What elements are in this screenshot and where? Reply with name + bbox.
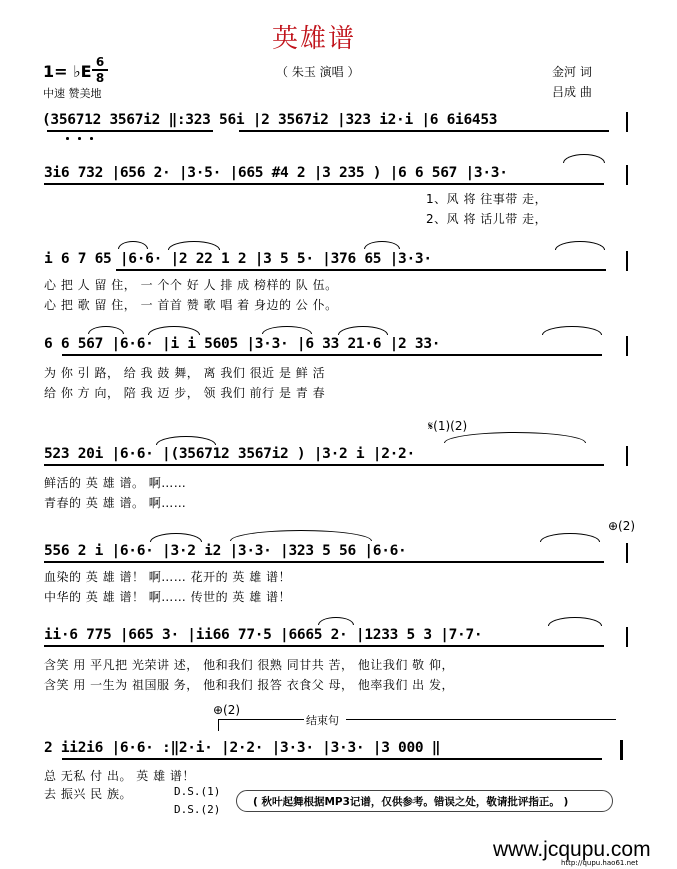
slur xyxy=(364,241,400,249)
beam-underline xyxy=(239,130,609,132)
slur xyxy=(540,533,600,542)
slur xyxy=(230,530,372,541)
lyrics-verse-2: 含笑 用 一生为 祖国服 务， 他和我们 报答 衣食父 母， 他率我们 出 发， xyxy=(44,678,454,692)
time-signature-top: 6 xyxy=(95,55,105,69)
beam-underline xyxy=(44,561,604,563)
slur xyxy=(563,154,605,163)
notation-row-2: 3i6 732 |656 2· |3·5· |665 #4 2 |3 235 ) |6 6 567 |3·3· xyxy=(44,165,508,181)
bar-line xyxy=(626,336,628,356)
lyrics-verse-2: 2、风 将 话儿带 走， xyxy=(426,212,548,226)
lyrics-verse-1: 鲜活的 英 雄 谱。 啊…… xyxy=(44,476,187,490)
low-octave-dot xyxy=(66,137,69,140)
lyrics-verse-1: 总 无私 付 出。 英 雄 谱！ xyxy=(44,769,195,783)
time-signature xyxy=(92,56,108,84)
time-signature-bottom: 8 xyxy=(95,71,105,85)
song-title: 英雄谱 xyxy=(272,24,357,54)
slur xyxy=(118,241,148,249)
bar-line xyxy=(626,543,628,563)
notation-row-1: (356712 3567i2 ‖:323 56i |2 3567i2 |323 i2·i |6 6i6453 xyxy=(42,112,498,128)
notation-row-4: 6 6 567 |6·6· |i i 5605 |3·3· |6 33 21·6 |2 33· xyxy=(44,336,441,352)
slur xyxy=(88,326,124,334)
ending-label: 结束句 xyxy=(306,714,339,727)
lyrics-verse-1: 血染的 英 雄 谱！ 啊…… 花开的 英 雄 谱！ xyxy=(44,570,292,584)
lyrics-verse-2: 给 你 方 向， 陪 我 迈 步， 领 我们 前行 是 青 春 xyxy=(44,386,326,400)
beam-underline xyxy=(62,758,602,760)
beam-underline xyxy=(44,183,604,185)
slur xyxy=(148,326,200,335)
bar-line xyxy=(626,446,628,466)
beam-underline xyxy=(62,354,602,356)
slur xyxy=(542,326,602,335)
notation-row-7: ii·6 775 |665 3· |ii66 77·5 |6665 2· |1233 5 3 |7·7· xyxy=(44,627,483,643)
lyrics-verse-2: 青春的 英 雄 谱。 啊…… xyxy=(44,496,187,510)
bar-line xyxy=(626,112,628,132)
ending-bracket-line xyxy=(218,719,304,720)
coda-sign: ⊕(2) xyxy=(608,519,636,533)
coda-sign: ⊕(2) xyxy=(213,703,241,717)
lyrics-verse-1: 心 把 人 留 住， 一 个个 好 人 排 成 榜样的 队 伍。 xyxy=(44,278,338,292)
composer-credit: 吕成 曲 xyxy=(552,85,592,99)
lyrics-verse-2: 去 振兴 民 族。 xyxy=(44,787,132,801)
notation-row-8: 2 ii2i6 |6·6· :‖2·i· |2·2· |3·3· |3·3· |3 000 ‖ xyxy=(44,740,441,756)
key-signature: 1= ♭E xyxy=(43,62,92,81)
slur xyxy=(548,617,602,626)
low-octave-dot xyxy=(90,137,93,140)
segno-sign: 𝄋(1)(2) xyxy=(428,419,468,433)
lyrics-verse-2: 心 把 歌 留 住， 一 首首 赞 歌 唱 着 身边的 公 仆。 xyxy=(44,298,338,312)
beam-underline xyxy=(44,645,604,647)
slur xyxy=(262,326,312,334)
low-octave-dot xyxy=(78,137,81,140)
beam-underline xyxy=(44,464,604,466)
notation-row-5: 523 20i |6·6· |(356712 3567i2 ) |3·2 i |2·2· xyxy=(44,446,415,462)
site-url-small: http://qupu.hao61.net xyxy=(561,859,639,867)
lyrics-verse-1: 1、风 将 往事带 走， xyxy=(426,192,548,206)
dal-segno-1: D.S.(1) xyxy=(174,785,221,798)
beam-underline xyxy=(116,269,606,271)
beam-underline xyxy=(47,130,213,132)
bar-line xyxy=(626,251,628,271)
lyrics-verse-1: 为 你 引 路， 给 我 鼓 舞， 离 我们 很近 是 鲜 活 xyxy=(44,366,326,380)
site-watermark: www.jcqupu.com xyxy=(493,838,651,861)
slur xyxy=(168,241,220,250)
slur xyxy=(555,241,605,250)
slur xyxy=(156,436,216,445)
credits xyxy=(552,62,592,102)
dal-segno-2: D.S.(2) xyxy=(174,803,221,816)
ending-bracket-line xyxy=(346,719,616,720)
slur xyxy=(318,617,354,625)
bar-line xyxy=(626,627,628,647)
notation-row-3: i 6 7 65 |6·6· |2 22 1 2 |3 5 5· |376 65 |3·3· xyxy=(44,251,432,267)
slur xyxy=(338,326,388,335)
lyricist-credit: 金河 词 xyxy=(552,65,592,79)
final-bar-line xyxy=(620,740,623,760)
ending-bracket-edge xyxy=(218,719,219,731)
lyrics-verse-1: 含笑 用 平凡把 光荣讲 述， 他和我们 很熟 同甘共 苦， 他让我们 敬 仰， xyxy=(44,658,454,672)
bar-line xyxy=(626,165,628,185)
tempo-marking: 中速 赞美地 xyxy=(43,87,102,100)
lyrics-verse-2: 中华的 英 雄 谱！ 啊…… 传世的 英 雄 谱！ xyxy=(44,590,292,604)
notation-row-6: 556 2 i |6·6· |3·2 i2 |3·3· |323 5 56 |6·6· xyxy=(44,543,407,559)
transcription-note: ( 秋叶起舞根据MP3记谱，仅供参考。错误之处，敬请批评指正。 ) xyxy=(236,790,613,812)
singer-credit: （ 朱玉 演唱 ） xyxy=(276,65,360,79)
slur xyxy=(150,533,202,542)
